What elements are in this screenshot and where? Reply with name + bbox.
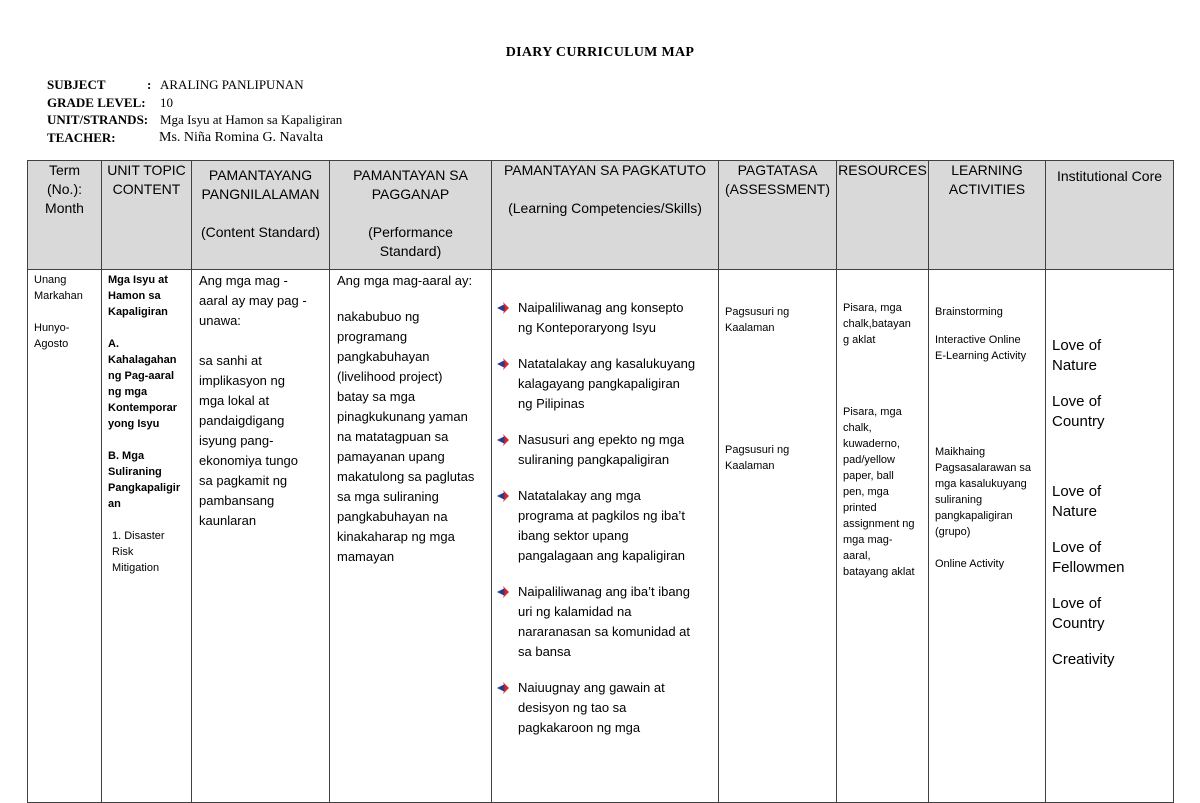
core-line: Fellowmen [1052,559,1125,576]
unit-topic-line: Mitigation [112,562,160,574]
header-term-line: Term [48,162,81,178]
activities-line: Interactive Online [935,334,1021,346]
performance-standard-intro: Ang mga mag-aaral ay: [337,273,473,288]
unit-topic-line: ng Pag-aaral [108,370,175,382]
competency-line: pagkakaroon ng mga [518,720,641,735]
activities-line: pangkapaligiran [935,510,1013,522]
competency-line: Naiuugnay ang gawain at [518,680,665,695]
competency-text [518,486,685,566]
content-row [28,270,1174,803]
header-assessment-line: (ASSESSMENT) [724,181,830,197]
competency-text [518,430,684,470]
competency-line: ibang sektor upang [518,528,629,543]
header-learning-activities-line: ACTIVITIES [948,181,1026,197]
core-line: Nature [1052,503,1098,520]
core-line: Country [1052,615,1105,632]
competency-text [518,354,695,414]
competencies-cell [492,270,719,803]
competency-line: suliraning pangkapaligiran [518,452,670,467]
content-standard-line: isyung pang- [199,433,274,448]
grade-label: GRADE LEVEL: [47,94,146,110]
performance-standard-line: nakabubuo ng [337,309,420,324]
header-learning-activities [929,161,1046,270]
competency-line: Natatalakay ang kasalukuyang [518,356,696,371]
core-line: Nature [1052,357,1098,374]
resources-line: pad/yellow [843,454,895,466]
header-content-standard-line: PAMANTAYANG [208,167,313,183]
activities-item: Online Activity [935,558,1005,570]
header-unit-topic [102,161,192,270]
performance-standard-line: na matatagpuan sa [337,429,449,444]
competency-line: kalagayang pangkapaligiran [518,376,680,391]
performance-standard-line: pangkabuhayan [337,349,430,364]
subject-label: SUBJECT [47,77,106,92]
performance-standard-line: pinagkukunang yaman [337,409,468,424]
curriculum-table [27,160,1174,803]
content-standard-line: pandaigdigang [199,413,285,428]
unit-topic-line: Kahalagahan [108,354,177,366]
competency-line: sa bansa [518,644,571,659]
core-value: Creativity [1052,651,1115,668]
header-content-standard-line: (Content Standard) [200,224,321,240]
unit-topic-line: Kontemporar [108,402,178,414]
resources-cell [837,270,929,803]
assessment-item [725,304,830,336]
core-value [1052,482,1167,522]
assessment-line: Pagsusuri ng [725,306,790,318]
arrow-bullet-icon [496,298,518,338]
activities-line: (grupo) [935,526,971,538]
resources-line: paper, ball [843,470,894,482]
resources-item [843,404,922,580]
unit-topic-line: Suliraning [108,466,162,478]
competency-text [518,582,690,662]
core-line: Love of [1052,539,1102,556]
header-learning-competencies-line: PAMANTAYAN SA PAGKATUTO [503,162,706,178]
header-learning-activities-line: LEARNING [951,162,1023,178]
resources-line: batayang aklat [843,566,915,578]
header-performance-standard-line: (Performance [368,224,453,240]
competency-line: Naipaliliwanag ang iba’t ibang [518,584,691,599]
unit-topic-line: yong Isyu [108,418,160,430]
content-standard-line: sa pagkamit ng [199,473,288,488]
core-value [1052,538,1167,578]
competency-item [496,430,712,470]
content-standard-line: pambansang [199,493,275,508]
performance-standard-line: pangkabuhayan na [337,509,448,524]
resources-line: g aklat [843,334,876,346]
header-learning-competencies [492,161,719,270]
content-standard-line: mga lokal at [199,393,270,408]
competency-text [518,678,665,738]
header-performance-standard-line: PAMANTAYAN SA [353,167,468,183]
unit-value: Mga Isyu at Hamon sa Kapaligiran [160,112,343,127]
core-value [1052,336,1167,376]
term-line: Unang [34,274,67,286]
content-standard-line: aaral ay may pag - [199,293,307,308]
competency-line: Nasusuri ang epekto ng mga [518,432,685,447]
assessment-cell [719,270,837,803]
header-resources [837,161,929,270]
competency-item [496,582,712,662]
header-learning-competencies-line: (Learning Competencies/Skills) [508,200,702,216]
term-cell [28,270,102,803]
core-line: Love of [1052,595,1102,612]
performance-standard-line: (livelihood project) [337,369,443,384]
content-standard-line: Ang mga mag - [199,273,288,288]
core-line: Love of [1052,393,1102,410]
unit-topic-line: A. [108,338,119,350]
arrow-bullet-icon [496,678,518,738]
arrow-bullet-icon [496,430,518,470]
document-title: DIARY CURRICULUM MAP [505,45,695,60]
header-term-line: (No.): [47,181,82,197]
competency-line: pangalagaan ang kapaligiran [518,548,685,563]
header-content-standard [192,161,330,270]
resources-line: pen, mga [843,486,889,498]
activities-line: Maikhaing [935,446,986,458]
unit-topic-cell [102,270,192,803]
unit-topic-line: Hamon sa [108,290,161,302]
term-line: Hunyo- [34,322,70,334]
unit-topic-line: B. Mga [108,450,145,462]
activities-line: suliraning [935,494,983,506]
performance-standard-cell [330,270,492,803]
term-line: Agosto [34,338,69,350]
content-standard-line: unawa: [199,313,241,328]
resources-item [843,300,922,348]
activities-line: mga kasalukuyang [935,478,1027,490]
content-standard-line: sa sanhi at [199,353,262,368]
resources-line: chalk, [843,422,872,434]
activities-cell [929,270,1046,803]
teacher-value: Ms. Niña Romina G. Navalta [159,129,324,145]
institutional-core-cell [1046,270,1174,803]
resources-line: Pisara, mga [843,302,902,314]
activities-line: E-Learning Activity [935,350,1027,362]
header-resources-line: RESOURCES [838,162,927,178]
competency-text [518,298,684,338]
content-standard-cell [192,270,330,803]
performance-standard-line: mamayan [337,549,395,564]
subject-colon: : [147,77,152,92]
header-content-standard-line [192,204,329,223]
activities-item [935,332,1039,364]
competency-item [496,678,712,738]
competency-line: Natatalakay ang mga [518,488,641,503]
header-assessment-line: PAGTATASA [737,162,818,178]
resources-line: Pisara, mga [843,406,902,418]
arrow-bullet-icon [496,354,518,414]
activities-item: Brainstorming [935,306,1003,318]
subject-value: ARALING PANLIPUNAN [160,77,304,92]
content-standard-line: kaunlaran [199,513,257,528]
resources-line: mga mag- [843,534,893,546]
header-institutional-core [1046,161,1174,270]
performance-standard-line: kinakaharap ng mga [337,529,455,544]
unit-topic-title [108,272,185,320]
resources-line: chalk,batayan [843,318,911,330]
header-unit-topic-line: UNIT TOPIC [107,162,186,178]
header-term-line: Month [45,200,84,216]
unit-topic-b [108,448,185,512]
header-unit-topic-line: CONTENT [112,181,181,197]
competency-line: ng Konteporaryong Isyu [518,320,657,335]
competency-item [496,298,712,338]
arrow-bullet-icon [496,486,518,566]
unit-topic-sub1 [108,528,185,576]
arrow-bullet-icon [496,582,518,662]
resources-line: assignment ng [843,518,915,530]
core-line: Love of [1052,337,1102,354]
competency-line: programa at pagkilos ng iba’t [518,508,685,523]
header-content-standard-line: PANGNILALAMAN [201,186,320,202]
core-line: Country [1052,413,1105,430]
unit-label: UNIT/STRANDS: [47,112,149,127]
resources-line: printed [843,502,877,514]
competency-line: nararanasan sa komunidad at [518,624,691,639]
performance-standard-line: makatulong sa paglutas [337,469,475,484]
content-standard-body [199,351,322,531]
performance-standard-line: programang [337,329,408,344]
header-institutional-core-line: Institutional Core [1056,168,1163,184]
competency-line: uri ng kalamidad na [518,604,632,619]
core-line: Love of [1052,483,1102,500]
unit-topic-line: 1. Disaster [112,530,165,542]
assessment-line: Kaalaman [725,460,775,472]
content-standard-intro [199,271,322,331]
assessment-item [725,442,830,474]
grade-value: 10 [160,94,173,110]
unit-topic-line: Pangkapaligir [108,482,181,494]
header-assessment [719,161,837,270]
unit-topic-line: Risk [112,546,134,558]
term-line: Markahan [34,290,83,302]
content-standard-line: implikasyon ng [199,373,285,388]
competency-line: desisyon ng tao sa [518,700,627,715]
header-row [28,161,1174,270]
assessment-line: Pagsusuri ng [725,444,790,456]
resources-line: kuwaderno, [843,438,900,450]
header-performance-standard-line: PAGGANAP [371,186,450,202]
performance-standard-line: pamayanan upang [337,449,445,464]
header-performance-standard-line: Standard) [379,243,442,259]
assessment-line: Kaalaman [725,322,775,334]
competency-line: ng Pilipinas [518,396,585,411]
unit-topic-a [108,336,185,432]
activities-item [935,444,1039,540]
competency-line: Naipaliliwanag ang konsepto [518,300,684,315]
performance-standard-line: sa mga suliraning [337,489,439,504]
performance-standard-line: batay sa mga [337,389,416,404]
competency-item [496,354,712,414]
unit-topic-line: ng mga [108,386,148,398]
unit-topic-line: an [108,498,121,510]
performance-standard-body [337,307,484,567]
content-standard-line: ekonomiya tungo [199,453,299,468]
unit-topic-line: Kapaligiran [108,306,168,318]
core-value [1052,594,1167,634]
header-term [28,161,102,270]
competency-item [496,486,712,566]
header-performance-standard-line [330,204,491,223]
header-performance-standard [330,161,492,270]
activities-line: Pagsasalarawan sa [935,462,1032,474]
unit-topic-line: Mga Isyu at [108,274,168,286]
header-learning-competencies-line [492,180,718,199]
resources-line: aaral, [843,550,871,562]
teacher-label: TEACHER: [47,129,116,145]
core-value [1052,392,1167,432]
term-line [34,304,95,320]
